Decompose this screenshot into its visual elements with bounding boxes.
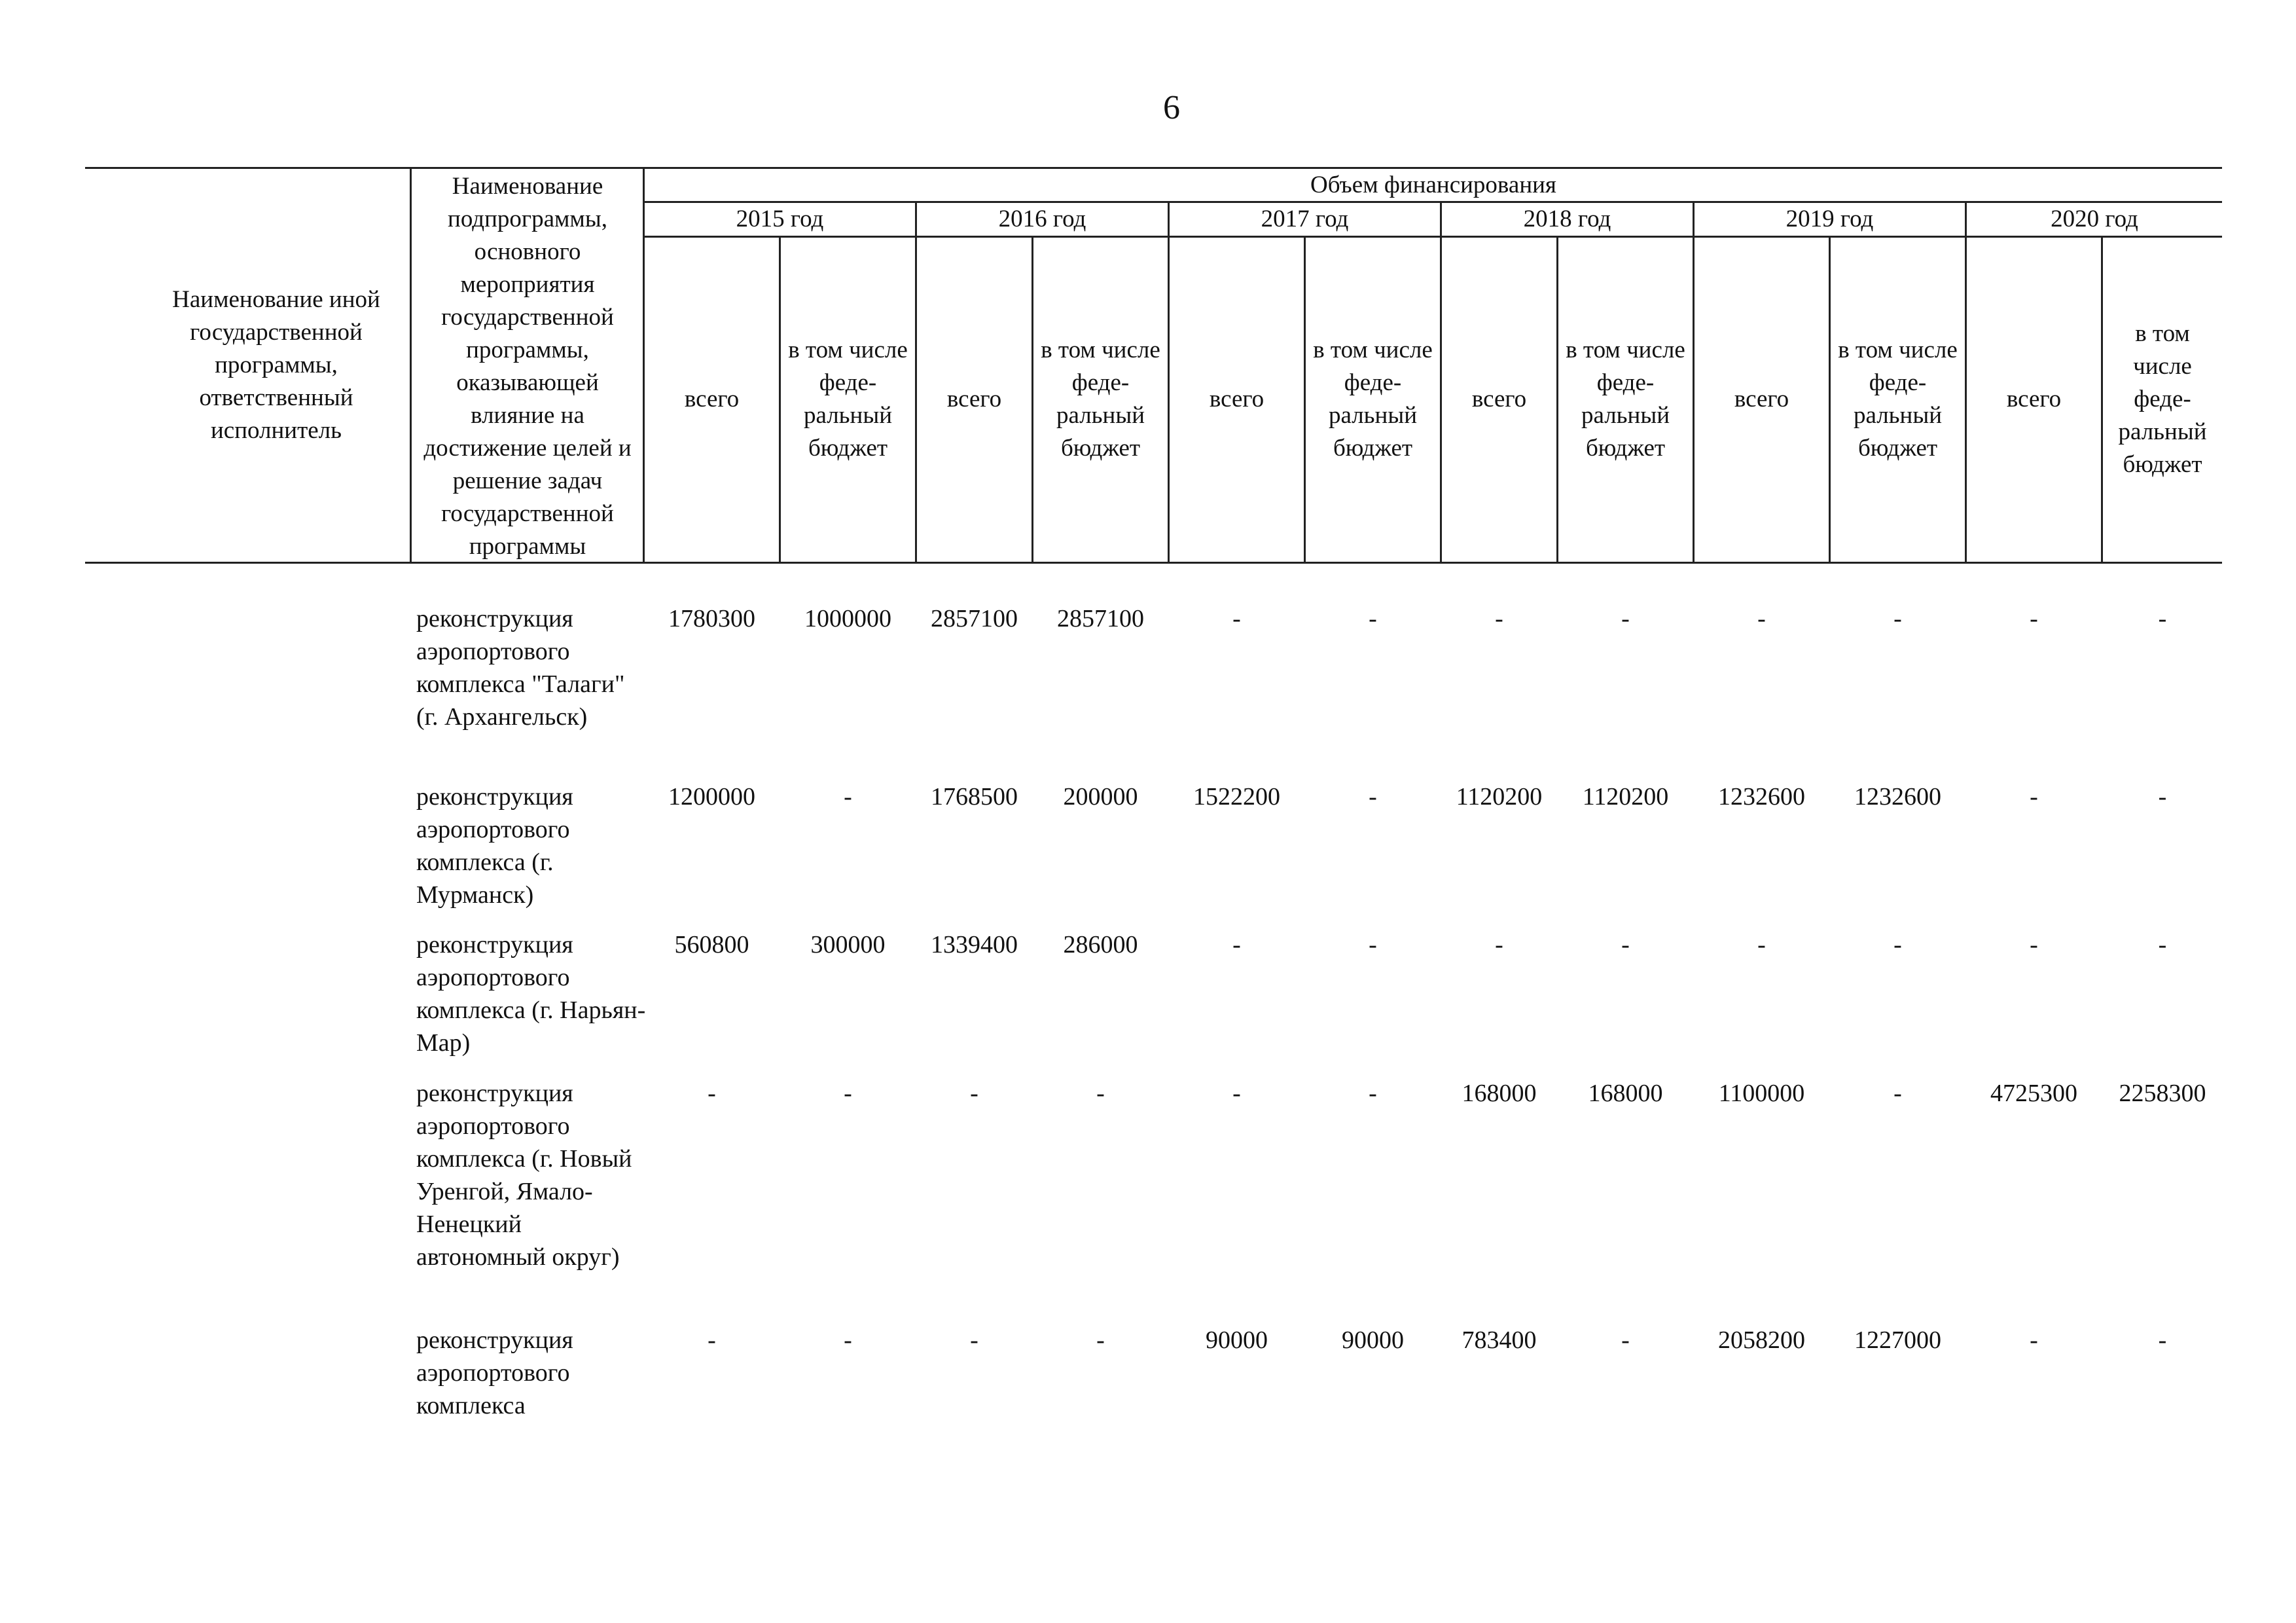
col-separator — [410, 167, 412, 564]
table-cell: - — [2030, 605, 2038, 632]
table-cell: - — [1232, 605, 1241, 632]
table-cell: - — [1495, 931, 1503, 958]
table-cell: 200000 — [1063, 783, 1138, 811]
header-federal: в том числе феде- ральный бюджет — [1566, 337, 1685, 462]
table-cell: 1000000 — [804, 605, 891, 632]
table-cell: - — [2158, 1326, 2167, 1354]
table-cell: 168000 — [1462, 1080, 1537, 1107]
table-cell: - — [1893, 1080, 1902, 1107]
table-cell: 1780300 — [668, 605, 755, 632]
header-total: всего — [946, 386, 1002, 412]
table-cell: - — [1757, 605, 1766, 632]
header-program-name: Наименование иной государственной программы, ответственный исполнитель — [172, 286, 380, 444]
header-total: всего — [1734, 386, 1789, 412]
table-cell: - — [2030, 783, 2038, 811]
table-cell: 4725300 — [1990, 1080, 2077, 1107]
header-federal: в том числе феде- ральный бюджет — [1313, 337, 1433, 462]
header-year-2019: 2019 год — [1785, 206, 1874, 232]
table-cell: - — [1621, 605, 1630, 632]
table-cell: 783400 — [1462, 1326, 1537, 1354]
table-cell: - — [1369, 931, 1377, 958]
table-cell: - — [1232, 1080, 1241, 1107]
table-cell: - — [1096, 1326, 1105, 1354]
table-cell: - — [970, 1326, 978, 1354]
table-cell: 90000 — [1206, 1326, 1268, 1354]
table-cell: - — [2158, 605, 2167, 632]
table-top-rule — [85, 167, 2222, 169]
table-cell: 1339400 — [931, 931, 1018, 958]
table-cell: - — [708, 1080, 716, 1107]
table-cell: 2258300 — [2119, 1080, 2206, 1107]
table-cell: - — [1621, 1326, 1630, 1354]
table-cell: - — [1369, 605, 1377, 632]
header-year-2017: 2017 год — [1261, 206, 1349, 232]
table-cell: - — [2158, 783, 2167, 811]
table-cell: 1522200 — [1193, 783, 1280, 811]
table-cell: - — [1096, 1080, 1105, 1107]
header-federal: в том числе феде- ральный бюджет — [1838, 337, 1958, 462]
row-subprogram-name: реконструкция аэропортового комплекса (г. Мурманск) — [416, 783, 573, 909]
header-year-2020: 2020 год — [2051, 206, 2138, 232]
table-cell: 1200000 — [668, 783, 755, 811]
header-subprogram-name: Наименование подпрограммы, основного мероприятия государственной программы, оказывающей влияние на достижение целей и решение задач государственной программы — [423, 173, 632, 560]
table-cell: - — [1757, 931, 1766, 958]
table-cell: 300000 — [810, 931, 886, 958]
header-total: всего — [684, 386, 740, 412]
table-cell: - — [844, 783, 852, 811]
table-cell: 1227000 — [1854, 1326, 1941, 1354]
table-cell: 1100000 — [1718, 1080, 1805, 1107]
table-cell: 1120200 — [1456, 783, 1543, 811]
header-federal: в том числе феде- ральный бюджет — [2118, 320, 2207, 478]
table-cell: 560800 — [674, 931, 749, 958]
header-year-2016: 2016 год — [998, 206, 1086, 232]
table-cell: - — [1893, 605, 1902, 632]
table-cell: - — [1621, 931, 1630, 958]
year-header-rule — [643, 236, 2222, 238]
table-cell: - — [2158, 931, 2167, 958]
table-cell: 1232600 — [1718, 783, 1805, 811]
table-cell: 90000 — [1342, 1326, 1404, 1354]
table-cell: - — [970, 1080, 978, 1107]
row-subprogram-name: реконструкция аэропортового комплекса (г. Новый Уренгой, Ямало-Ненецкий автономный округ) — [416, 1080, 632, 1271]
row-subprogram-name: реконструкция аэропортового комплекса (г. Нарьян-Мар) — [416, 931, 646, 1057]
table-cell: 2058200 — [1718, 1326, 1805, 1354]
header-total: всего — [2006, 386, 2062, 412]
table-cell: - — [708, 1326, 716, 1354]
table-cell: 1768500 — [931, 783, 1018, 811]
table-cell: - — [1893, 931, 1902, 958]
header-financing: Объем финансирования — [1310, 172, 1556, 198]
table-cell: 286000 — [1063, 931, 1138, 958]
row-subprogram-name: реконструкция аэропортового комплекса "Талаги" (г. Архангельск) — [416, 605, 625, 731]
table-cell: - — [2030, 1326, 2038, 1354]
header-federal: в том числе феде- ральный бюджет — [788, 337, 908, 462]
header-federal: в том числе феде- ральный бюджет — [1041, 337, 1160, 462]
row-subprogram-name: реконструкция аэропортового комплекса — [416, 1326, 573, 1419]
page-number: 6 — [1163, 89, 1180, 126]
table-cell: - — [2030, 931, 2038, 958]
table-cell: 168000 — [1588, 1080, 1663, 1107]
header-year-2018: 2018 год — [1523, 206, 1611, 232]
table-cell: - — [844, 1080, 852, 1107]
header-total: всего — [1209, 386, 1265, 412]
table-cell: 2857100 — [931, 605, 1018, 632]
header-total: всего — [1471, 386, 1527, 412]
table-cell: - — [1369, 783, 1377, 811]
header-year-2015: 2015 год — [736, 206, 824, 232]
table-cell: - — [1232, 931, 1241, 958]
table-cell: - — [1495, 605, 1503, 632]
table-header-bottom-rule — [85, 562, 2222, 564]
table-cell: 1232600 — [1854, 783, 1941, 811]
table-cell: 2857100 — [1057, 605, 1144, 632]
table-cell: 1120200 — [1582, 783, 1669, 811]
table-cell: - — [844, 1326, 852, 1354]
table-cell: - — [1369, 1080, 1377, 1107]
